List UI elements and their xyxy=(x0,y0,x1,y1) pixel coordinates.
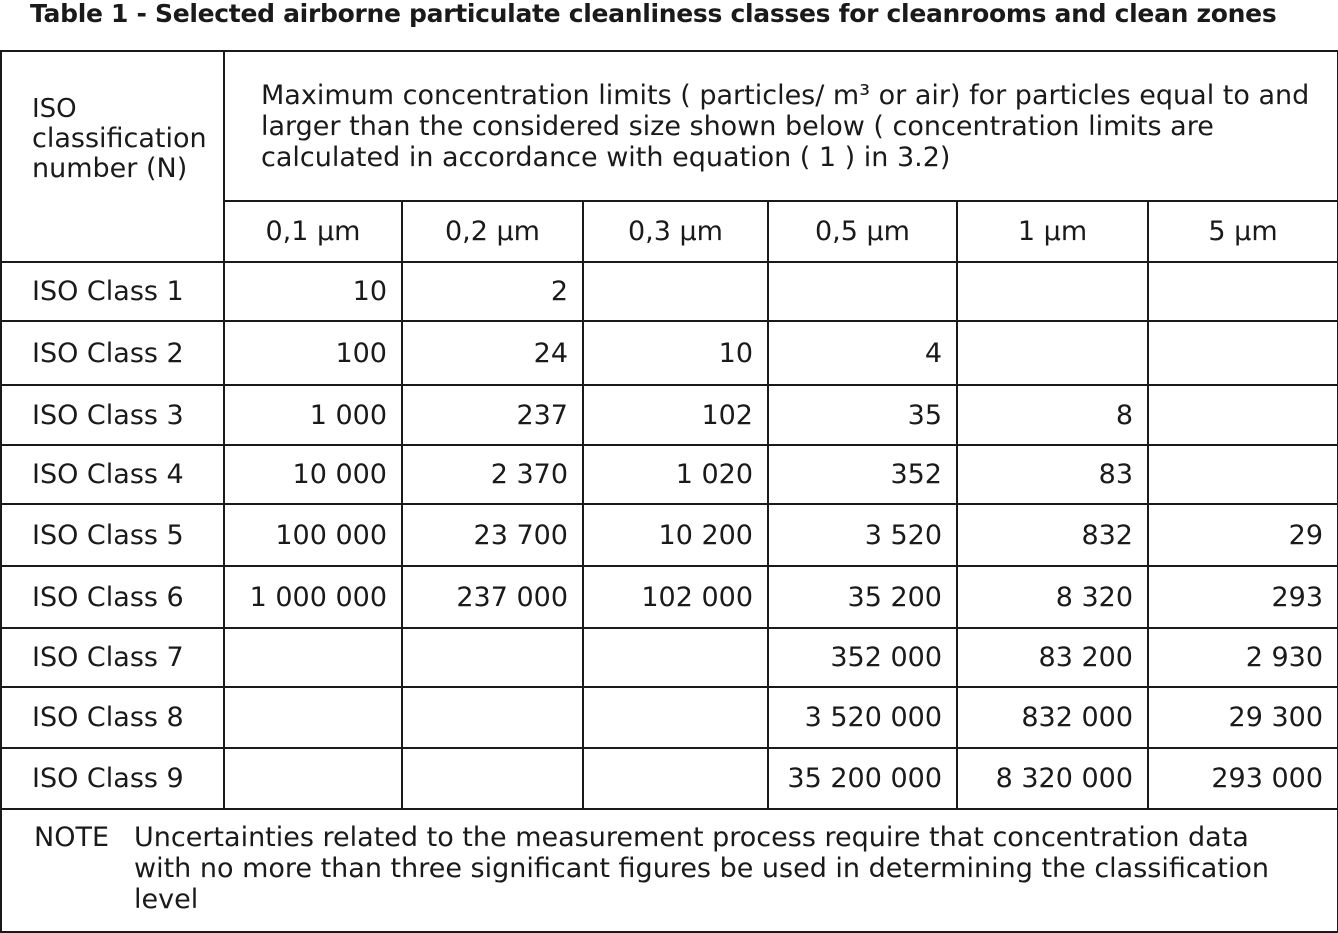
class-label: ISO Class 1 xyxy=(1,262,224,321)
value-cell xyxy=(957,262,1148,321)
value-cell: 3 520 xyxy=(768,504,957,566)
class-label: ISO Class 6 xyxy=(1,566,224,628)
value-cell: 1 020 xyxy=(583,445,768,504)
value-cell: 102 000 xyxy=(583,566,768,628)
table-row xyxy=(1,748,1338,809)
value-cell xyxy=(583,748,768,809)
value-cell xyxy=(1148,445,1338,504)
value-cell: 293 xyxy=(1148,566,1338,628)
note-cell xyxy=(1,809,1338,932)
value-cell xyxy=(1148,385,1338,445)
value-cell: 1 000 xyxy=(224,385,402,445)
value-cell: 4 xyxy=(768,321,957,385)
class-label: ISO Class 2 xyxy=(1,321,224,385)
value-cell: 3 520 000 xyxy=(768,687,957,748)
value-cell xyxy=(1148,262,1338,321)
note-text: Uncertainties related to the measurement process require that concentration data with no more than three significant figures be used in determining the classification level xyxy=(134,822,1269,915)
max-concentration-header: Maximum concentration limits ( particles/ m³ or air) for particles equal to and larger than the considered size shown below ( concentration limits are calculated in accordance with equation ( 1 ) in 3.2) xyxy=(224,51,1338,201)
value-cell: 2 xyxy=(402,262,583,321)
value-cell: 8 320 xyxy=(957,566,1148,628)
iso-number-header xyxy=(1,51,224,262)
value-cell: 10 xyxy=(224,262,402,321)
value-cell: 102 xyxy=(583,385,768,445)
value-cell xyxy=(583,628,768,687)
size-header: 5 μm xyxy=(1148,201,1338,262)
table-row xyxy=(1,385,1338,445)
value-cell xyxy=(1148,321,1338,385)
value-cell: 2 370 xyxy=(402,445,583,504)
value-cell: 10 xyxy=(583,321,768,385)
value-cell: 352 xyxy=(768,445,957,504)
class-label: ISO Class 4 xyxy=(1,445,224,504)
size-header: 0,1 μm xyxy=(224,201,402,262)
table-row xyxy=(1,566,1338,628)
value-cell xyxy=(402,748,583,809)
value-cell xyxy=(224,628,402,687)
size-header: 0,2 μm xyxy=(402,201,583,262)
value-cell: 24 xyxy=(402,321,583,385)
class-label: ISO Class 3 xyxy=(1,385,224,445)
iso-header-line2: classification xyxy=(32,123,207,154)
size-header: 0,3 μm xyxy=(583,201,768,262)
value-cell: 100 000 xyxy=(224,504,402,566)
value-cell xyxy=(583,687,768,748)
table-row xyxy=(1,321,1338,385)
value-cell xyxy=(768,262,957,321)
value-cell: 100 xyxy=(224,321,402,385)
value-cell: 832 000 xyxy=(957,687,1148,748)
value-cell xyxy=(224,687,402,748)
class-label: ISO Class 9 xyxy=(1,748,224,809)
value-cell: 29 xyxy=(1148,504,1338,566)
value-cell xyxy=(583,262,768,321)
value-cell: 10 200 xyxy=(583,504,768,566)
value-cell: 237 xyxy=(402,385,583,445)
cleanliness-classes-table xyxy=(0,50,1338,933)
table-row xyxy=(1,445,1338,504)
value-cell: 8 320 000 xyxy=(957,748,1148,809)
value-cell: 29 300 xyxy=(1148,687,1338,748)
value-cell: 8 xyxy=(957,385,1148,445)
value-cell xyxy=(957,321,1148,385)
table-row xyxy=(1,687,1338,748)
size-header: 0,5 μm xyxy=(768,201,957,262)
class-label: ISO Class 5 xyxy=(1,504,224,566)
note-tag: NOTE xyxy=(34,822,110,853)
value-cell: 352 000 xyxy=(768,628,957,687)
value-cell xyxy=(402,628,583,687)
value-cell: 83 xyxy=(957,445,1148,504)
iso-header-line1: ISO xyxy=(32,94,77,124)
note-row xyxy=(1,809,1338,932)
value-cell: 237 000 xyxy=(402,566,583,628)
value-cell: 23 700 xyxy=(402,504,583,566)
value-cell: 83 200 xyxy=(957,628,1148,687)
header-row-top xyxy=(1,51,1338,201)
class-label: ISO Class 8 xyxy=(1,687,224,748)
class-label: ISO Class 7 xyxy=(1,628,224,687)
value-cell xyxy=(402,687,583,748)
value-cell: 35 200 xyxy=(768,566,957,628)
table-title: Table 1 - Selected airborne particulate cleanliness classes for cleanrooms and clean zones xyxy=(30,0,1277,28)
table-row xyxy=(1,262,1338,321)
value-cell: 832 xyxy=(957,504,1148,566)
value-cell: 35 200 000 xyxy=(768,748,957,809)
value-cell: 1 000 000 xyxy=(224,566,402,628)
table-row xyxy=(1,504,1338,566)
value-cell: 293 000 xyxy=(1148,748,1338,809)
iso-header-line3: number (N) xyxy=(32,153,188,184)
value-cell xyxy=(224,748,402,809)
value-cell: 35 xyxy=(768,385,957,445)
size-header: 1 μm xyxy=(957,201,1148,262)
value-cell: 2 930 xyxy=(1148,628,1338,687)
table-row xyxy=(1,628,1338,687)
value-cell: 10 000 xyxy=(224,445,402,504)
